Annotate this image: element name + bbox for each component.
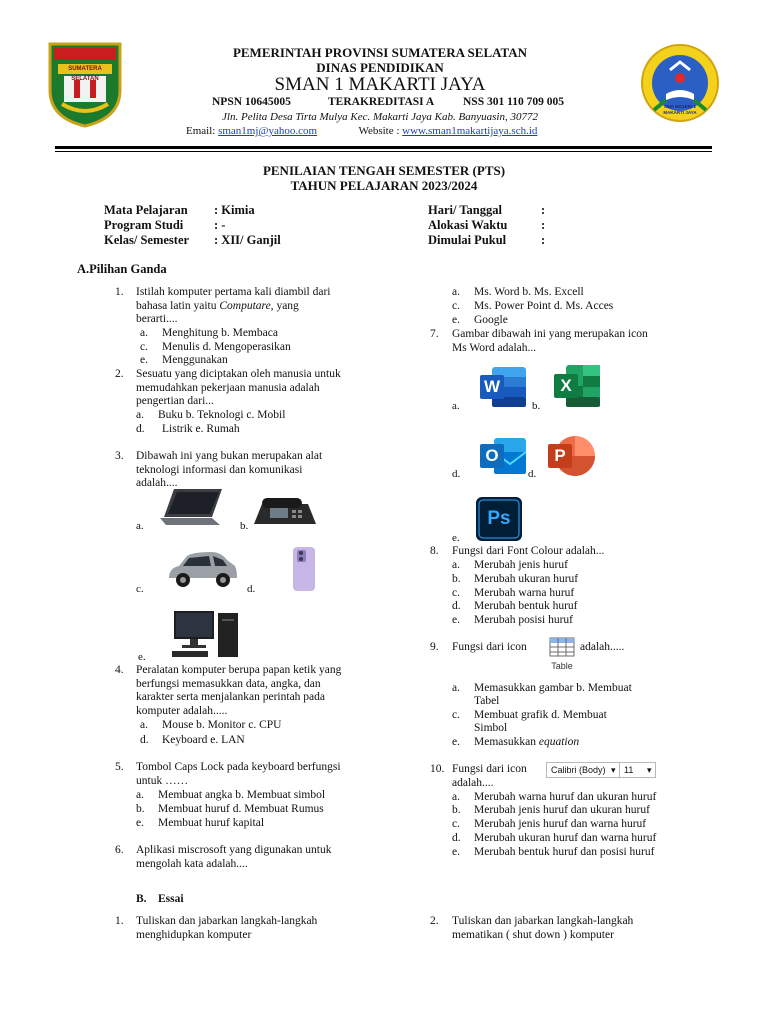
header-nss: NSS 301 110 709 005 [463,96,564,108]
province-emblem [44,40,126,128]
q8-option-d: Merubah bentuk huruf [474,600,578,612]
q5-opt-a-letter: a. [136,789,144,801]
q3-opt-b-letter: b. [240,520,249,532]
q7-line1: Gambar dibawah ini yang merupakan icon [452,328,648,340]
q10-opt-e-letter: e. [452,846,460,858]
q2-line1: Sesuatu yang diciptakan oleh manusia untuk [136,368,341,380]
header-divider-thick [55,146,712,149]
q7-opt-e-letter: e. [452,532,460,544]
essay1-number: 1. [115,915,124,927]
program-label: Program Studi [104,218,184,232]
q10-option-e: Merubah bentuk huruf dan posisi huruf [474,846,655,858]
q4-line2: berfungsi memasukkan data, angka, dan [136,677,321,690]
q7-opt-a-letter: a. [452,400,460,412]
class-label: Kelas/ Semester [104,233,190,247]
q5-line1: Tombol Caps Lock pada keyboard berfungsi [136,761,341,773]
q9-option-cd: Membuat grafik d. Membuat [474,709,607,721]
q4-opt-d-letter: d. [140,734,149,746]
q4-option-de: Keyboard e. LAN [162,734,245,746]
q4-number: 4. [115,664,124,676]
q3-number: 3. [115,450,124,462]
q7-line2: Ms Word adalah... [452,341,537,354]
q9-option-e [474,736,579,750]
website-label: Website : [358,125,400,137]
q9-opt-a-letter: a. [452,682,460,694]
q10-text-end: adalah.... [452,777,494,789]
email-link[interactable]: sman1mj@yahoo.com [218,125,318,137]
font-size-chevron-icon: ▾ [647,765,652,775]
q7-opt-d-letter-1: d. [452,468,461,480]
exam-title: PENILAIAN TENGAH SEMESTER (PTS) [262,163,506,178]
q8-opt-b-letter: b. [452,573,461,585]
q3-opt-c-letter: c. [136,583,144,595]
q3-line3: adalah.... [136,477,178,489]
q6-line1: Aplikasi miscrosoft yang digunakan untuk [136,844,332,856]
q10-opt-b-letter: b. [452,804,461,816]
q9-number: 9. [430,641,439,653]
essay-question-1 [136,915,396,942]
q2-line3: pengertian dari... [136,395,214,407]
q7-opt-d-letter-2: d. [528,468,537,480]
q2-opt-d-letter: d. [136,423,145,435]
question-6 [136,844,396,871]
email-label: Email: [186,125,216,137]
photoshop-text: Ps [487,508,511,529]
q7-opt-b-letter: b. [532,400,541,412]
q8-opt-e-letter: e. [452,614,460,626]
q9-text-end: adalah..... [580,641,625,653]
q3-opt-e-letter: e. [138,651,146,663]
q4-option-abc: Mouse b. Monitor c. CPU [162,719,282,731]
q6-line2: mengolah kata adalah.... [136,857,248,870]
q10-opt-d-letter: d. [452,832,461,844]
q8-option-c: Merubah warna huruf [474,587,575,599]
font-selector-widget [546,762,656,778]
essay1-line1: Tuliskan dan jabarkan langkah-langkah [136,915,318,927]
q6-option-ab: Ms. Word b. Ms. Excell [474,286,584,298]
q5-option-ab: Membuat angka b. Membuat simbol [158,789,326,801]
header-government: PEMERINTAH PROVINSI SUMATERA SELATAN [232,45,528,60]
q8-opt-a-letter: a. [452,559,460,571]
font-selector-divider [619,763,620,777]
q1-number: 1. [115,286,124,298]
time-label: Alokasi Waktu [428,218,508,232]
q3-opt-d-letter: d. [247,583,256,595]
q6-option-e: Google [474,314,508,326]
start-value: : [541,233,546,247]
photoshop-icon [476,497,522,541]
q1-opt-e-letter: e. [140,354,148,366]
website-link[interactable]: www.sman1makartijaya.sch.id [402,125,538,137]
q2-option-abc: Buku b. Teknologi c. Mobil [158,409,286,421]
font-size-box: 11 [624,765,634,775]
question-5 [136,761,396,788]
essay2-number: 2. [430,915,439,927]
section-b-title: Essai [158,893,184,905]
q2-opt-a-letter: a. [136,409,144,421]
q4-line1: Peralatan komputer berupa papan ketik yang [136,664,342,676]
essay2-line2: mematikan ( shut down ) komputer [452,928,614,941]
program-value: : - [214,218,226,232]
q8-opt-c-letter: c. [452,587,460,599]
header-npsn: NPSN 10645005 [212,96,291,108]
header-school-name: SMAN 1 MAKARTI JAYA [274,74,486,95]
question-8: Fungsi dari Font Colour adalah... [452,545,605,557]
q10-option-a: Merubah warna huruf dan ukuran huruf [474,791,657,803]
header-address: Jln. Pelita Desa Tirta Mulya Kec. Makarti Jaya Kab. Banyuasin, 30772 [222,111,538,123]
q5-opt-e-letter: e. [136,817,144,829]
powerpoint-letter: P [554,446,566,465]
day-value: : [541,203,546,217]
q8-number: 8. [430,545,439,557]
q1-text: bahasa latin yaitu [136,299,220,312]
essay2-line1: Tuliskan dan jabarkan langkah-langkah [452,915,634,927]
time-value: : [541,218,546,232]
q5-option-bd: Membuat huruf d. Membuat Rumus [158,803,324,815]
q2-number: 2. [115,368,124,380]
province-emblem-text: SUMATERA SELATAN [68,66,102,82]
question-4 [136,664,396,718]
excel-icon [552,364,602,408]
q1-option-e: Menggunakan [162,354,228,366]
q1-option-cd: Menulis d. Mengoperasikan [162,341,291,353]
start-label: Dimulai Pukul [428,233,507,247]
q2-line2: memudahkan pekerjaan manusia adalah [136,381,320,394]
table-icon [546,632,578,674]
q1-option-ab: Menghitung b. Membaca [162,327,278,339]
q9-option-d-cont: Simbol [474,722,508,734]
word-letter: W [483,377,501,396]
desktop-computer-image [170,609,240,659]
q10-option-b: Merubah jenis huruf dan ukuran huruf [474,804,650,816]
laptop-image [160,487,224,527]
powerpoint-icon [546,434,596,478]
q5-option-e: Membuat huruf kapital [158,817,265,829]
q6-opt-a-letter: a. [452,286,460,298]
q10-option-d: Merubah ukuran huruf dan warna huruf [474,832,657,844]
header-contact [186,125,537,137]
header-accreditation: TERAKREDITASI A [328,96,435,108]
question-7 [452,328,692,355]
header-department: DINAS PENDIDIKAN [316,60,444,75]
q3-line2: teknologi informasi dan komunikasi [136,463,303,476]
q10-opt-c-letter: c. [452,818,460,830]
table-icon-caption: Table [551,661,573,671]
q6-number: 6. [115,844,124,856]
subject-value: : Kimia [214,203,255,217]
section-a-title: A.Pilihan Ganda [77,262,167,276]
q9-text: Fungsi dari icon [452,641,527,653]
q3-line1: Dibawah ini yang bukan merupakan alat [136,450,323,462]
header-divider-thin [55,151,712,152]
essay1-line2: menghidupkan komputer [136,928,252,941]
q8-option-b: Merubah ukuran huruf [474,573,579,585]
q3-opt-a-letter: a. [136,520,144,532]
q4-line4: komputer adalah..... [136,704,228,717]
section-b-label: B. [136,893,147,905]
school-emblem [640,40,720,126]
car-image [165,550,239,590]
q10-option-c: Merubah jenis huruf dan warna huruf [474,818,647,830]
exam-year: TAHUN PELAJARAN 2023/2024 [290,178,478,193]
q7-number: 7. [430,328,439,340]
q4-opt-a-letter: a. [140,719,148,731]
q10-opt-a-letter: a. [452,791,460,803]
q5-number: 5. [115,761,124,773]
q8-option-a: Merubah jenis huruf [474,559,568,571]
q8-option-e: Merubah posisi huruf [474,614,574,626]
q1-line3: berarti.... [136,313,178,325]
question-1 [136,286,396,327]
q1-text-end: yang [273,299,299,312]
q5-line2: untuk …… [136,774,189,787]
q1-latin-word: Computare, [219,299,274,312]
excel-letter: X [560,376,572,395]
question-3 [136,450,396,491]
q6-opt-c-letter: c. [452,300,460,312]
word-icon [478,366,528,408]
essay-question-2 [452,915,712,942]
desk-phone-image [250,490,320,528]
q4-line3: karakter serta menjalankan perintah pada [136,691,326,703]
q6-option-cd: Ms. Power Point d. Ms. Acces [474,300,614,312]
question-2 [136,368,396,409]
day-label: Hari/ Tanggal [428,203,502,217]
q1-line2 [136,300,396,314]
q1-opt-c-letter: c. [140,341,148,353]
class-value: : XII/ Ganjil [214,233,281,247]
q8-opt-d-letter: d. [452,600,461,612]
q9-option-e-italic: equation [538,736,580,748]
q9-option-ab: Memasukkan gambar b. Membuat [474,682,632,694]
font-name-box: Calibri (Body) [551,765,606,775]
q6-opt-e-letter: e. [452,314,460,326]
outlook-letter: O [485,446,499,465]
q2-option-de: Listrik e. Rumah [162,423,240,435]
subject-label: Mata Pelajaran [104,203,188,217]
outlook-icon [478,436,528,476]
q5-opt-b-letter: b. [136,803,145,815]
font-name-chevron-icon: ▾ [611,765,616,775]
q1-opt-a-letter: a. [140,327,148,339]
q1-line1: Istilah komputer pertama kali diambil dari [136,286,331,298]
smartphone-image [291,546,317,592]
q10-number: 10. [430,763,445,775]
q9-option-b-cont: Tabel [474,695,500,707]
q9-opt-e-letter: e. [452,736,460,748]
q9-opt-c-letter: c. [452,709,460,721]
q10-text: Fungsi dari icon [452,763,527,775]
school-emblem-text: SMA NEGERI 1 MAKARTI JAYA [663,104,697,115]
q9-option-e-text: Memasukkan [474,736,539,748]
